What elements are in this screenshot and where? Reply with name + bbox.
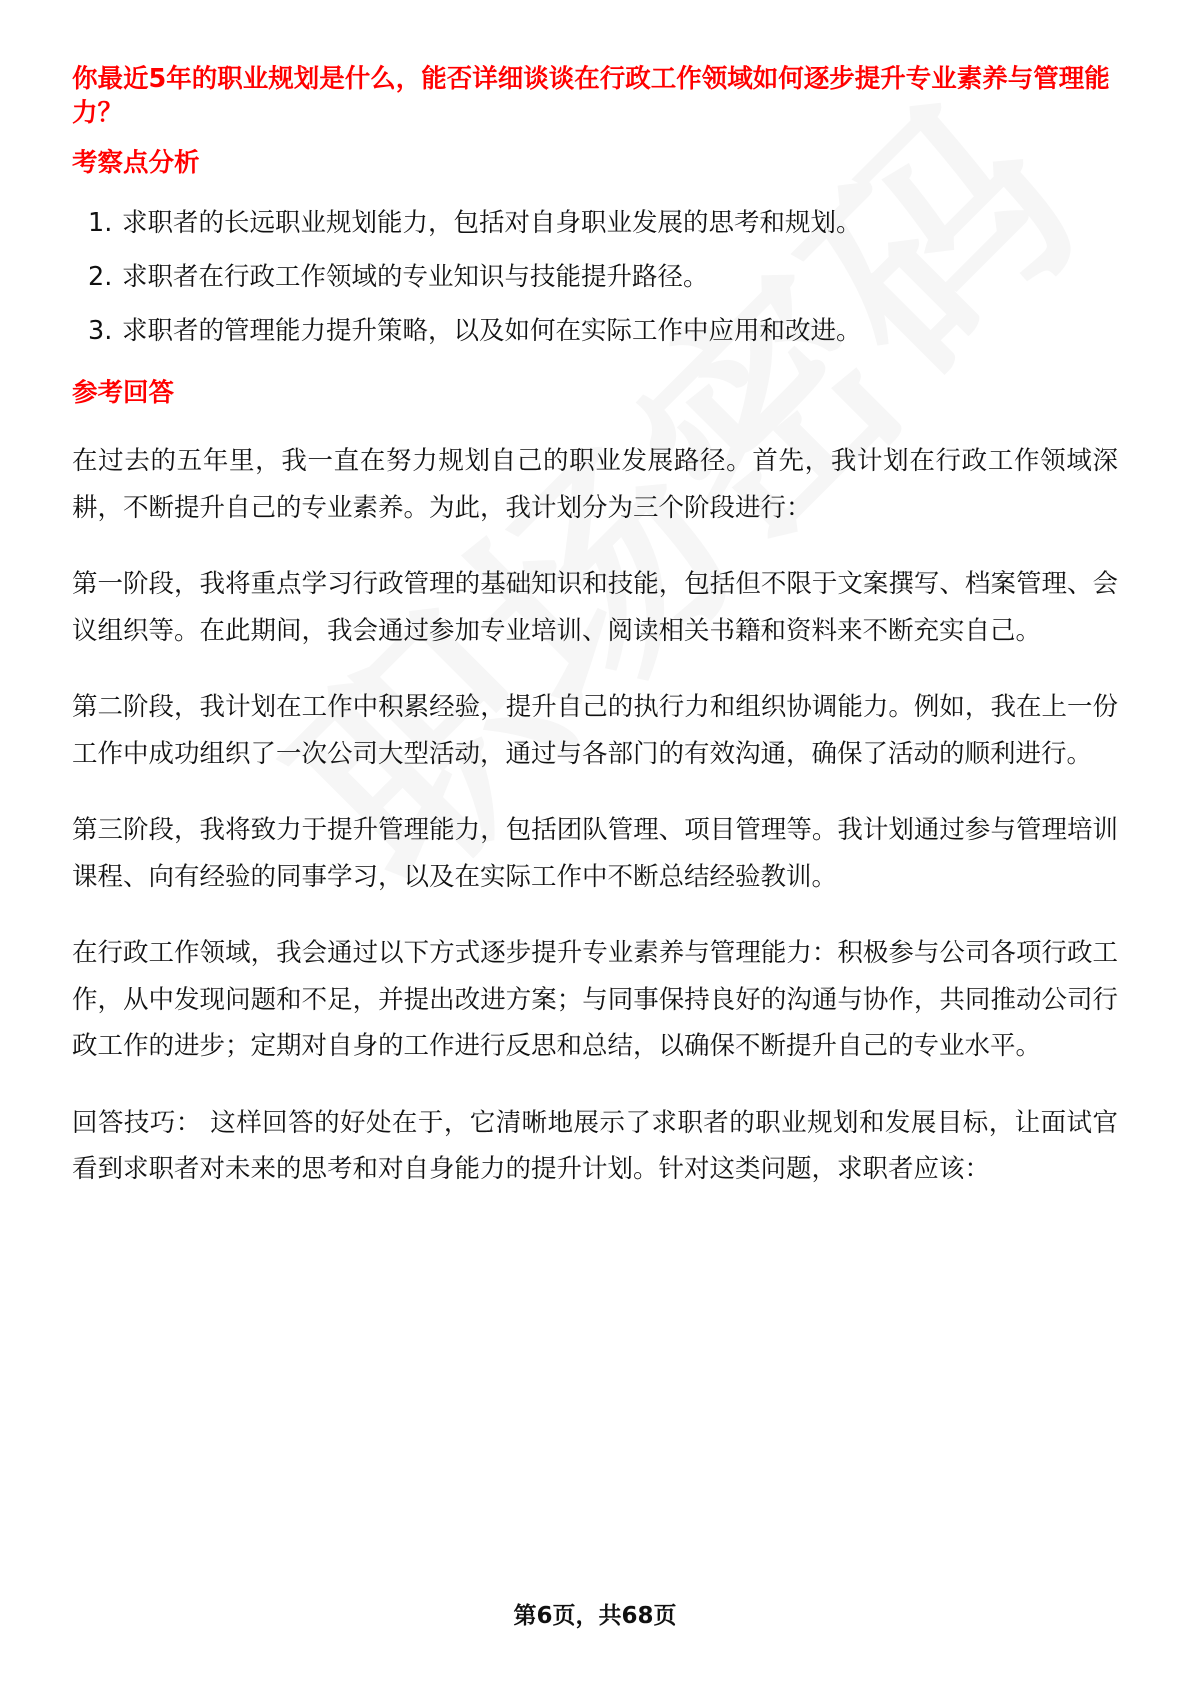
answer-paragraph-stage-one: 第一阶段，我将重点学习行政管理的基础知识和技能，包括但不限于文案撰写、档案管理、会议组织等。在此期间，我会通过参加专业培训、阅读相关书籍和资料来不断充实自己。	[72, 569, 1118, 646]
analysis-item	[72, 206, 1118, 240]
analysis-item-text: 求职者的管理能力提升策略，以及如何在实际工作中应用和改进。	[122, 316, 862, 346]
analysis-heading: 考察点分析	[72, 148, 200, 178]
document-page	[72, 62, 1118, 1193]
question-heading: 你最近5年的职业规划是什么，能否详细谈谈在行政工作领域如何逐步提升专业素养与管理能力？	[72, 64, 1110, 128]
answer-paragraph-intro: 在过去的五年里，我一直在努力规划自己的职业发展路径。首先，我计划在行政工作领域深耕，不断提升自己的专业素养。为此，我计划分为三个阶段进行：	[72, 446, 1118, 523]
analysis-item-number: 1.	[88, 208, 113, 238]
page-number: 第6页，共68页	[513, 1603, 677, 1629]
analysis-item-number: 2.	[88, 262, 113, 292]
analysis-item	[72, 314, 1118, 348]
answer-paragraph-tips: 回答技巧： 这样回答的好处在于，它清晰地展示了求职者的职业规划和发展目标，让面试官看到求职者对未来的思考和对自身能力的提升计划。针对这类问题，求职者应该：	[72, 1107, 1118, 1184]
answer-heading: 参考回答	[72, 378, 175, 408]
analysis-item-number: 3.	[88, 316, 113, 346]
analysis-item-text: 求职者的长远职业规划能力，包括对自身职业发展的思考和规划。	[122, 208, 862, 238]
answer-paragraph-stage-three: 第三阶段，我将致力于提升管理能力，包括团队管理、项目管理等。我计划通过参与管理培训课程、向有经验的同事学习，以及在实际工作中不断总结经验教训。	[72, 815, 1118, 892]
answer-paragraph-methods: 在行政工作领域，我会通过以下方式逐步提升专业素养与管理能力：积极参与公司各项行政工作，从中发现问题和不足，并提出改进方案；与同事保持良好的沟通与协作，共同推动公司行政工作的进步；定期对自身的工作进行反思和总结，以确保不断提升自己的专业水平。	[72, 938, 1118, 1061]
answer-paragraph-stage-two: 第二阶段，我计划在工作中积累经验，提升自己的执行力和组织协调能力。例如，我在上一份工作中成功组织了一次公司大型活动，通过与各部门的有效沟通，确保了活动的顺利进行。	[72, 692, 1118, 769]
analysis-list	[72, 206, 1118, 348]
analysis-item-text: 求职者在行政工作领域的专业知识与技能提升路径。	[122, 262, 709, 292]
analysis-item	[72, 260, 1118, 294]
